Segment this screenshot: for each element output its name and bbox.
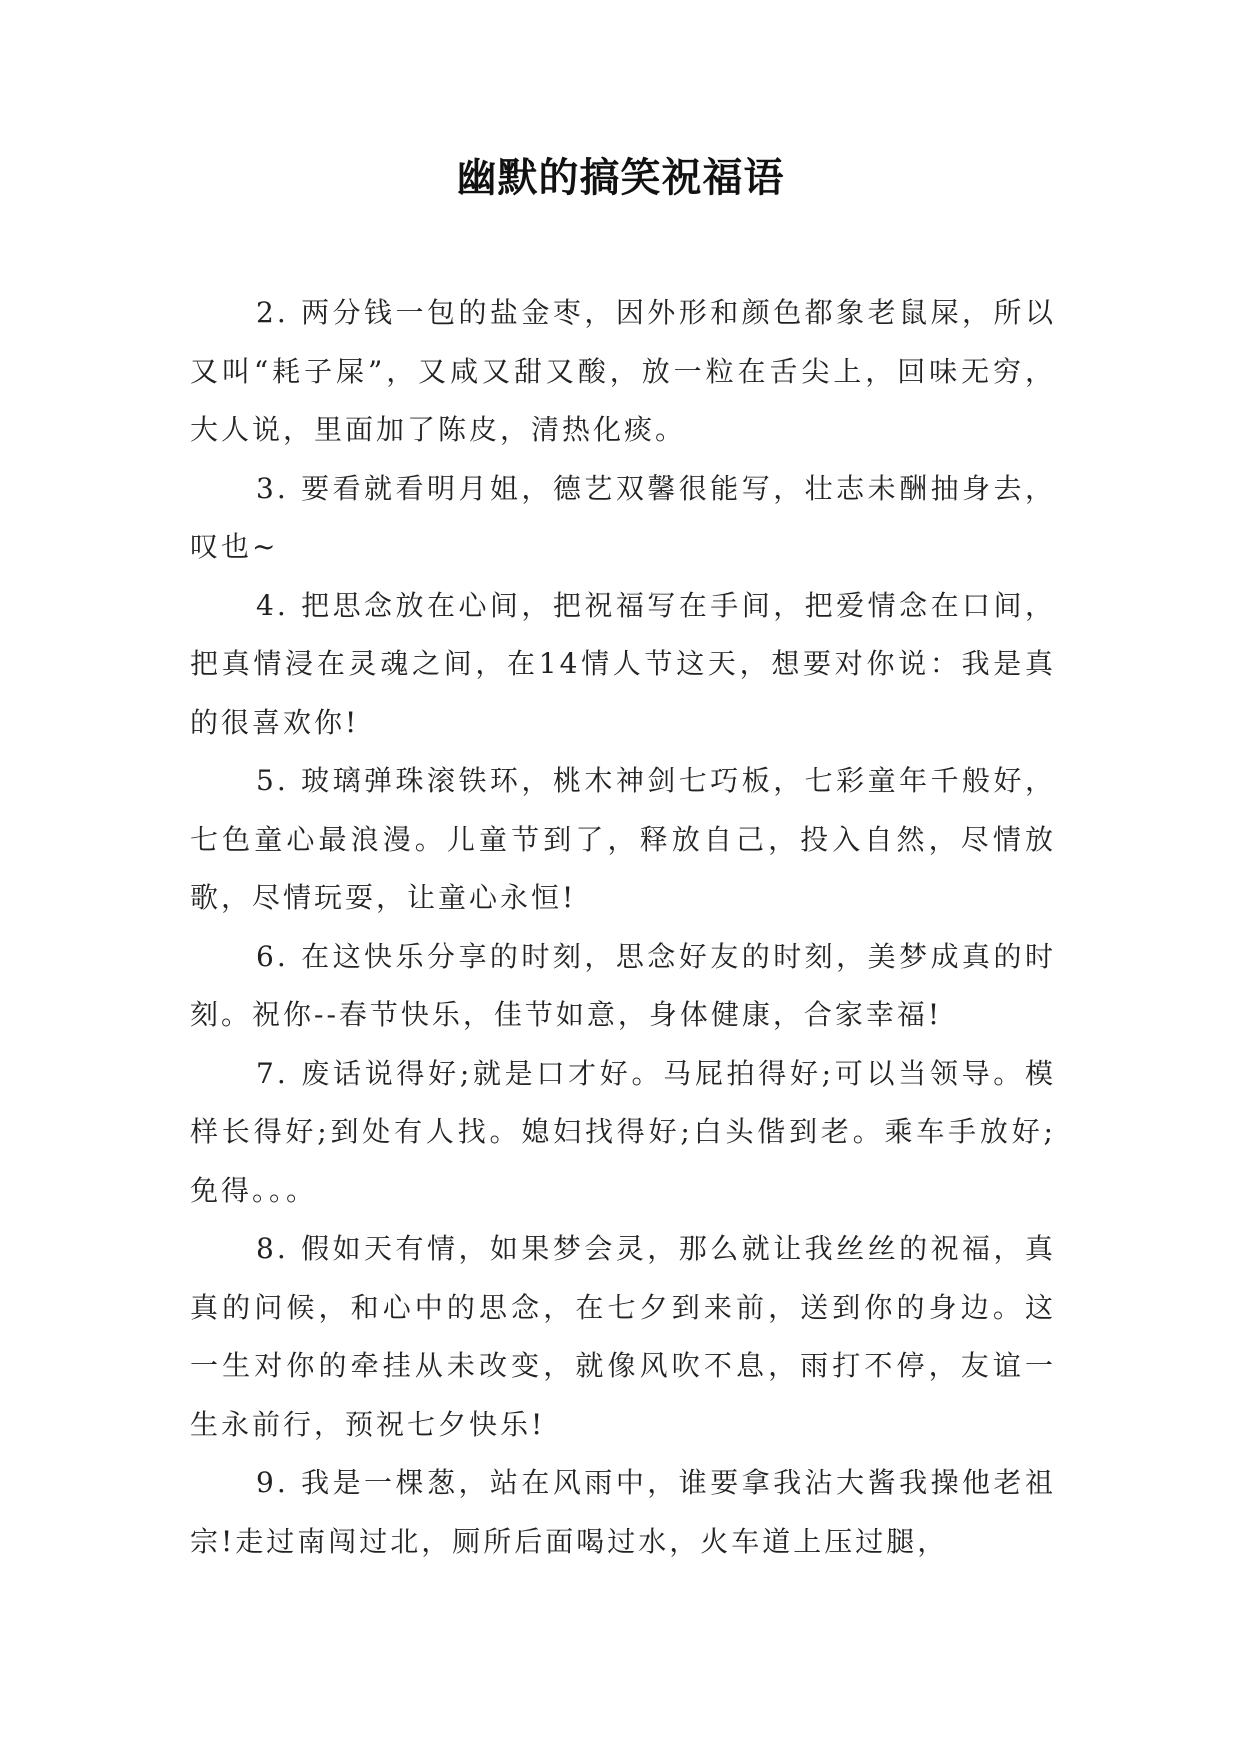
paragraph-6: 6. 在这快乐分享的时刻，思念好友的时刻，美梦成真的时刻。祝你--春节快乐，佳节如意，身体健康，合家幸福! (190, 939, 1056, 1031)
paragraph-7: 7. 废话说得好;就是口才好。马屁拍得好;可以当领导。模样长得好;到处有人找。媳妇找得好;白头偕到老。乘车手放好;免得。。。 (190, 1056, 1056, 1207)
paragraph-2: 2. 两分钱一包的盐金枣，因外形和颜色都象老鼠屎，所以又叫“耗子屎”，又咸又甜又酸，放一粒在舌尖上，回味无穷，大人说，里面加了陈皮，清热化痰。 (190, 296, 1056, 446)
paragraph-5: 5. 玻璃弹珠滚铁环，桃木神剑七巧板，七彩童年千般好，七色童心最浪漫。儿童节到了，释放自己，投入自然，尽情放歌，尽情玩耍，让童心永恒! (190, 764, 1056, 914)
document-body (190, 284, 1056, 1571)
paragraph-8: 8. 假如天有情，如果梦会灵，那么就让我丝丝的祝福，真真的问候，和心中的思念，在七夕到来前，送到你的身边。这一生对你的牵挂从未改变，就像风吹不息，雨打不停，友谊一生永前行，预祝七夕快乐! (190, 1232, 1056, 1441)
paragraph-4: 4. 把思念放在心间，把祝福写在手间，把爱情念在口间，把真情浸在灵魂之间，在14情人节这天，想要对你说：我是真的很喜欢你! (190, 588, 1056, 739)
paragraph-3: 3. 要看就看明月姐，德艺双馨很能写，壮志未酬抽身去，叹也~ (190, 471, 1056, 563)
paragraph-9: 9. 我是一棵葱，站在风雨中，谁要拿我沾大酱我操他老祖宗!走过南闯过北，厕所后面喝过水，火车道上压过腿， (190, 1466, 1056, 1558)
document-title: 幽默的搞笑祝福语 (456, 154, 785, 201)
